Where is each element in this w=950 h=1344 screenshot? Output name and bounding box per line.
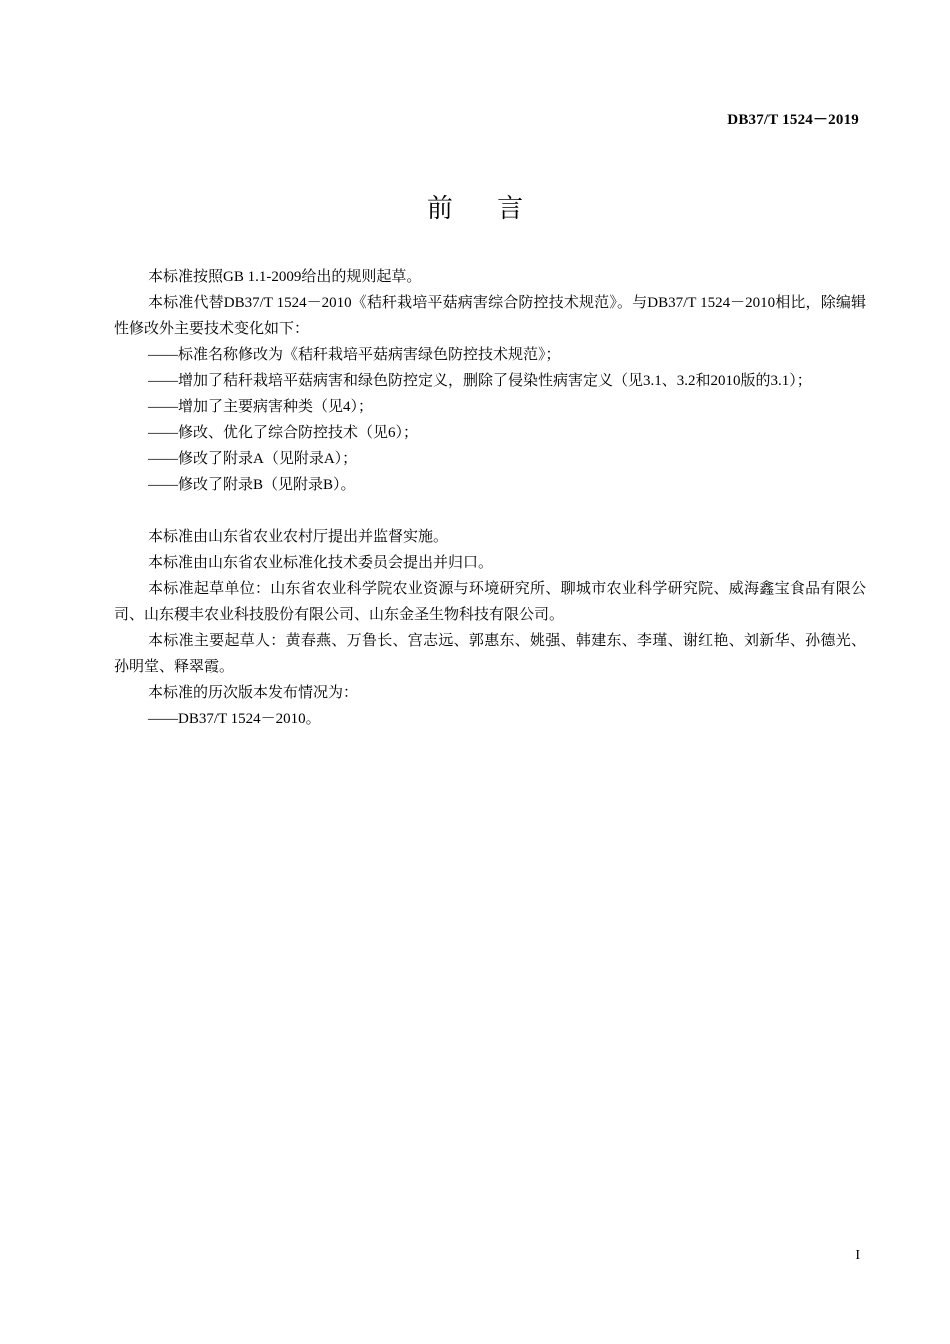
standard-code: DB37/T 1524－2019 xyxy=(727,112,859,128)
change-item: ——修改了附录A（见附录A）； xyxy=(148,451,358,467)
paragraph-drafting-units: 本标准起草单位：山东省农业科学院农业资源与环境研究所、聊城市农业科学研究院、威海鑫宝食品有限公司、山东稷丰农业科技股份有限公司、山东金圣生物科技有限公司。 xyxy=(114,581,866,623)
history-item: ——DB37/T 1524－2010。 xyxy=(148,711,321,727)
paragraph-committee: 本标准由山东省农业标准化技术委员会提出并归口。 xyxy=(148,555,494,571)
paragraph-drafters: 本标准主要起草人：黄春燕、万鲁长、宫志远、郭惠东、姚强、韩建东、李瑾、谢红艳、刘新华、孙德光、孙明堂、释翠霞。 xyxy=(114,633,866,675)
paragraph-spacer xyxy=(114,498,866,524)
change-item: ——修改、优化了综合防控技术（见6）； xyxy=(148,425,419,441)
change-item: ——增加了秸秆栽培平菇病害和绿色防控定义，删除了侵染性病害定义（见3.1、3.2和2010版的3.1）； xyxy=(148,373,812,389)
paragraph-replaces: 本标准代替DB37/T 1524－2010《秸秆栽培平菇病害综合防控技术规范》。与DB37/T 1524－2010相比，除编辑性修改外主要技术变化如下： xyxy=(114,295,866,337)
change-item: ——增加了主要病害种类（见4）； xyxy=(148,399,374,415)
page-title: 前 言 xyxy=(426,194,542,224)
paragraph-proposer: 本标准由山东省农业农村厅提出并监督实施。 xyxy=(148,529,449,545)
change-item: ——修改了附录B（见附录B）。 xyxy=(148,477,356,493)
page-number: I xyxy=(855,1248,860,1263)
document-body xyxy=(114,264,866,732)
change-item: ——标准名称修改为《秸秆栽培平菇病害绿色防控技术规范》； xyxy=(148,347,561,363)
paragraph-history-intro: 本标准的历次版本发布情况为： xyxy=(148,685,359,701)
paragraph-drafting-rules: 本标准按照GB 1.1-2009给出的规则起草。 xyxy=(148,269,422,285)
